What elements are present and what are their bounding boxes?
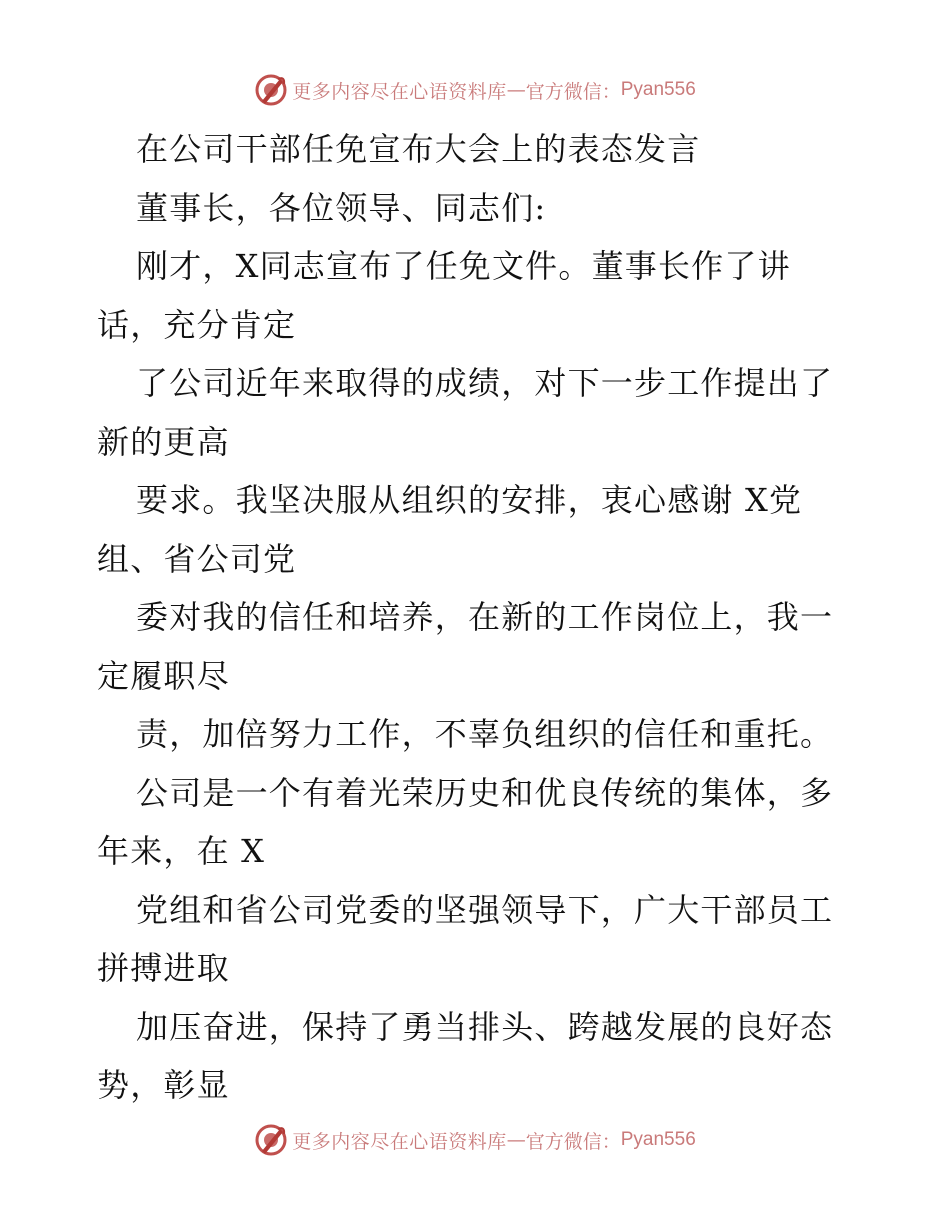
document-line: 委对我的信任和培养，在新的工作岗位上，我一 [136, 598, 834, 636]
document-line: 定履职尽 [97, 656, 230, 695]
watermark-wechat-id: Pyan556 [620, 1129, 696, 1150]
watermark-separator: — [506, 1129, 526, 1151]
watermark-site-text: 更多内容尽在心语资料库 [292, 80, 507, 103]
feather-pen-logo-icon [254, 73, 288, 107]
document-line: 拼搏进取 [97, 949, 230, 987]
watermark-separator: — [506, 79, 526, 101]
document-line: 话，充分肯定 [97, 305, 297, 344]
document-line: 党组和省公司党委的坚强领导下，广大干部员工 [136, 890, 834, 929]
feather-pen-logo-icon [254, 1123, 288, 1157]
document-line: 责，加倍努力工作，不辜负组织的信任和重托。 [136, 715, 834, 753]
footer-watermark [0, 1120, 950, 1160]
watermark-wechat-label: 官方微信： [525, 80, 621, 103]
document-line: 董事长，各位领导、同志们: [136, 188, 547, 227]
document-line: 要求。我坚决服从组织的安排，衷心感谢 X党 [136, 481, 803, 519]
document-line: 势，彰显 [97, 1066, 230, 1104]
watermark-site-text: 更多内容尽在心语资料库 [292, 1130, 507, 1153]
document-line: 加压奋进，保持了勇当排头、跨越发展的良好态 [136, 1007, 834, 1046]
watermark-wechat-label: 官方微信： [525, 1130, 621, 1153]
document-line: 新的更高 [97, 422, 230, 461]
header-watermark [0, 70, 950, 110]
document-line: 刚才，X同志宣布了任免文件。董事长作了讲 [136, 247, 791, 285]
watermark-wechat-id: Pyan556 [620, 79, 696, 100]
document-body [97, 120, 857, 1115]
document-title: 在公司干部任免宣布大会上的表态发言 [136, 130, 701, 168]
document-line: 年来，在 X [97, 832, 266, 870]
document-line: 公司是一个有着光荣历史和优良传统的集体，多 [136, 773, 834, 812]
document-line: 了公司近年来取得的成绩，对下一步工作提出了 [136, 364, 834, 402]
document-line: 组、省公司党 [97, 539, 297, 578]
